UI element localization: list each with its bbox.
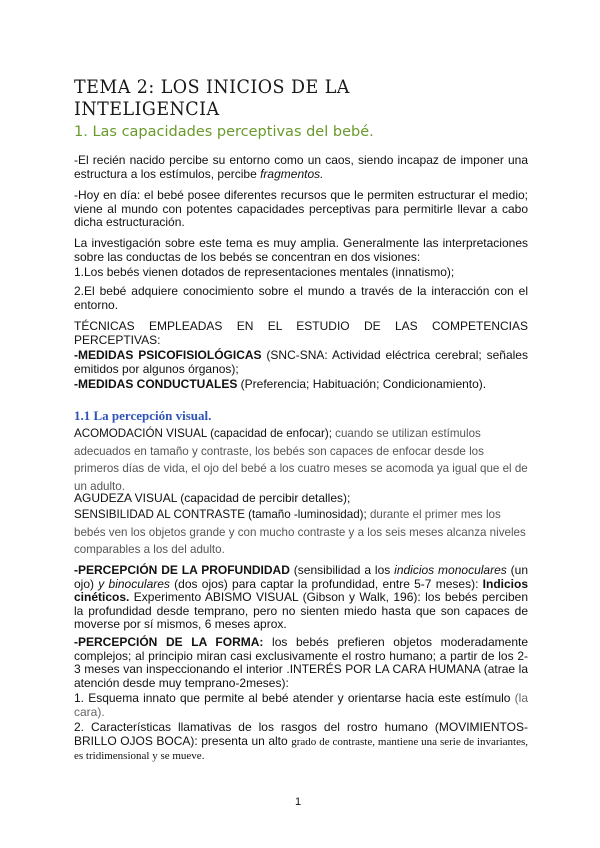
- paragraph-text: Experimento ABISMO VISUAL (Gibson y Walk, 196): los bebés perciben la profundidad desde temprano, pero no sienten miedo hasta que son capaces de moverse por sí mismos, 6 meses aprox.: [74, 590, 528, 632]
- paragraph-text: 2. Características llamativas de los rasgos del rostro humano (MOVIMIENTOS-BRILLO OJOS BOCA): presenta un alto: [74, 720, 528, 748]
- paragraph-text: 1. Esquema innato que permite al bebé atender y orientarse hacia este estímulo: [74, 691, 515, 705]
- paragraph-text: (Preferencia; Habituación; Condicionamiento).: [237, 377, 487, 391]
- grey-text: (la cara).: [74, 691, 528, 719]
- list-item: [74, 692, 528, 719]
- paragraph-medidas-conductuales: [74, 378, 528, 392]
- paragraph-text: (dos ojos) para captar la profundidad, entre 5-7 meses):: [169, 576, 483, 591]
- paragraph-text: -El recién nacido percibe su entorno como un caos, siendo incapaz de imponer una estructura a los estímulos, percibe: [74, 153, 528, 181]
- bold-text: -MEDIDAS CONDUCTUALES: [74, 377, 238, 391]
- list-item: 2.El bebé adquiere conocimiento sobre el mundo a través de la interacción con el entorno.: [74, 284, 528, 312]
- lead-text: ACOMODACIÓN VISUAL (capacidad de enfocar);: [74, 427, 332, 440]
- section-heading: 1. Las capacidades perceptivas del bebé.: [74, 124, 374, 140]
- paragraph-tecnicas: TÉCNICAS EMPLEADAS EN EL ESTUDIO DE LAS COMPETENCIAS PERCEPTIVAS:: [74, 319, 528, 347]
- subsection-heading: 1.1 La percepción visual.: [74, 408, 212, 423]
- lead-text: SENSIBILIDAD AL CONTRASTE (tamaño -luminosidad);: [74, 508, 367, 521]
- italic-text: fragmentos.: [260, 166, 324, 181]
- bold-text: -PERCEPCIÓN DE LA FORMA:: [74, 635, 264, 649]
- page-number: 1: [295, 796, 302, 808]
- page-title: TEMA 2: LOS INICIOS DE LA INTELIGENCIA: [74, 76, 350, 120]
- list-item: 1.Los bebés vienen dotados de representaciones mentales (innatismo);: [74, 265, 455, 279]
- paragraph-text: (sensibilidad a los: [289, 563, 395, 577]
- paragraph-profundidad: [74, 564, 528, 632]
- paragraph-agudeza: AGUDEZA VISUAL (capacidad de percibir detalles);: [74, 491, 351, 505]
- paragraph-text: (un ojo): [74, 563, 528, 591]
- serif-text: grado de contraste, mantiene una serie de invariantes, es tridimensional y se mueve.: [74, 735, 528, 763]
- paragraph-text: (SNC-SNA: Actividad eléctrica cerebral; señales emitidos por algunos órganos);: [74, 348, 528, 376]
- paragraph-acomodacion: [74, 425, 528, 495]
- paragraph-text: cuando se utilizan estímulos adecuados en tamaño y contraste, los bebés son capaces de enfocar desde los primeros días de vida, el ojo del bebé a los cuatro meses se acomoda ya igual que el de un adulto.: [74, 427, 528, 493]
- paragraph-sensibilidad: [74, 506, 528, 559]
- paragraph-medidas-psico: [74, 349, 528, 376]
- paragraph-text: durante el primer mes los bebés ven los objetos grande y con mucho contraste y a los seis meses alcanza niveles comparables a los del adulto.: [74, 508, 526, 557]
- paragraph-caos: [74, 154, 528, 181]
- bold-text: -MEDIDAS PSICOFISIOLÓGICAS: [74, 348, 262, 362]
- paragraph-hoy: -Hoy en día: el bebé posee diferentes recursos que le permiten estructurar el medio; viene al mundo con potentes capacidades perceptivas para permitirle llevar a cabo dicha estructuración.: [74, 188, 528, 230]
- paragraph-investigacion: La investigación sobre este tema es muy amplia. Generalmente las interpretaciones sobre las conductas de los bebés se concentran en dos visiones:: [74, 236, 528, 264]
- paragraph-text: los bebés prefieren objetos moderadamente complejos; al principio miran casi exclusivamente el rostro humano; a partir de los 2-3 meses van inspeccionando el interior .INTERÉS POR LA CARA HUMANA (atrae la atención desde muy temprano-2meses):: [74, 635, 528, 690]
- paragraph-forma: [74, 636, 528, 690]
- bold-text: Indicios cinéticos.: [74, 576, 529, 605]
- bold-text: -PERCEPCIÓN DE LA PROFUNDIDAD: [74, 563, 290, 577]
- list-item: [74, 721, 528, 764]
- italic-text: y binoculares: [98, 576, 170, 591]
- italic-text: indicios monoculares: [394, 563, 507, 577]
